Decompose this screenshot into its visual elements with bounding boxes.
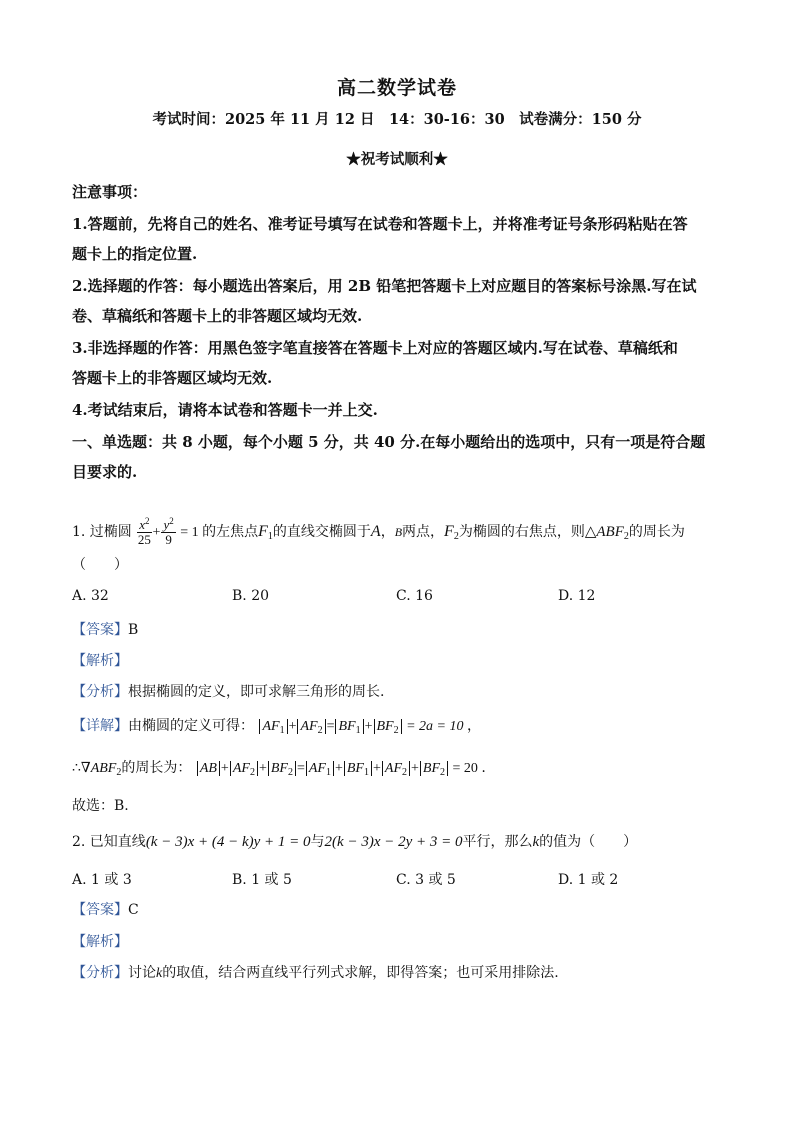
q1-perimeter xyxy=(72,758,486,783)
equals-one: = 1 xyxy=(180,525,199,540)
triangle-subscript: 2 xyxy=(623,531,629,542)
period: . xyxy=(481,760,486,776)
plus-sign: + xyxy=(152,525,161,540)
q2-option-a: A. 1 或 3 xyxy=(72,872,132,888)
triangle-abf2 xyxy=(585,524,629,540)
y-squared: 2 xyxy=(169,516,174,526)
q1-option-c: C. 16 xyxy=(396,588,433,604)
bf2b-sub: 2 xyxy=(287,767,293,778)
perimeter-value: = 20 xyxy=(452,761,478,776)
perimeter-equation xyxy=(196,761,482,776)
xiangjie-tag: 【详解】 xyxy=(72,718,128,734)
perimeter-text: 的周长为： xyxy=(121,760,192,776)
xiangjie-text: 由椭圆的定义可得： xyxy=(128,718,254,734)
ellipse-definition-equation xyxy=(258,719,467,734)
triangle-symbol: △ xyxy=(584,524,597,540)
q2-option-c: C. 3 或 5 xyxy=(396,872,456,888)
bf2-label: BF xyxy=(376,719,394,734)
note-3-line-2: 答题卡上的非答题区域均无效. xyxy=(72,369,273,387)
section-1-heading: 一、单选题：共 8 小题，每个小题 5 分，共 40 分.在每小题给出的选项中，只有一项是符合题 xyxy=(72,433,706,451)
blessing: ★祝考试顺利★ xyxy=(346,151,448,168)
point-b: B xyxy=(394,525,403,539)
bf1-label: BF xyxy=(338,719,356,734)
x-denominator: 25 xyxy=(137,532,151,547)
plus-6: + xyxy=(372,761,381,776)
af2b-sub: 2 xyxy=(249,767,255,778)
q1-text-1: 1. 过椭圆 xyxy=(72,524,132,540)
f-letter: F xyxy=(258,523,268,540)
bf2b-label: BF xyxy=(270,761,288,776)
plus-4: + xyxy=(258,761,267,776)
f1-subscript: 1 xyxy=(267,531,273,542)
note-2-line-2: 卷、草稿纸和答题卡上的非答题区域均无效. xyxy=(72,307,363,325)
k-var: k xyxy=(532,834,540,850)
note-4: 4.考试结束后，请将本试卷和答题卡一并上交. xyxy=(72,401,378,419)
note-1-line-1: 1.答题前，先将自己的姓名、准考证号填写在试卷和答题卡上，并将准考证号条形码粘贴在答 xyxy=(72,215,688,233)
comma: ， xyxy=(467,718,482,734)
q2-answer xyxy=(72,900,139,920)
triangle-label: ABF xyxy=(596,524,624,540)
x-squared: 2 xyxy=(145,516,150,526)
q2-k-var: k xyxy=(156,966,163,981)
q2-text-1: 2. 已知直线 xyxy=(72,834,146,850)
notes-heading: 注意事项： xyxy=(72,183,148,201)
q1-text-3: 的直线交椭圆于 xyxy=(272,524,371,540)
q1-option-a: A. 32 xyxy=(72,588,109,604)
answer-tag: 【答案】 xyxy=(72,622,128,638)
af1c-label: AF xyxy=(308,761,326,776)
q1-conclusion: 故选：B. xyxy=(72,798,129,814)
bf1-sub: 1 xyxy=(355,725,361,736)
plus-2: + xyxy=(364,719,373,734)
exam-info: 考试时间：2025 年 11 月 12 日 14：30-16：30 试卷满分：150 分 xyxy=(152,111,642,128)
q2-analysis-tag: 【解析】 xyxy=(72,934,128,950)
x-var: x xyxy=(139,517,146,532)
note-2-line-1: 2.选择题的作答：每小题选出答案后，用 2B 铅笔把答题卡上对应题目的答案标号涂黑.写在试 xyxy=(72,277,697,295)
line-2-equation: 2(k − 3)x − 2y + 3 = 0 xyxy=(324,834,463,850)
plus-3: + xyxy=(220,761,229,776)
therefore-symbol: ∴ xyxy=(72,760,81,776)
analysis-tag: 【解析】 xyxy=(72,653,128,669)
line-1-equation: (k − 3)x + (4 − k)y + 1 = 0 xyxy=(145,834,311,850)
equals-1: = xyxy=(326,719,335,734)
focus-f1 xyxy=(258,523,273,540)
q1-text-7: 的周长为 xyxy=(628,524,685,540)
q2-text-2: 与 xyxy=(310,834,325,850)
q1-text-4: ， xyxy=(380,524,395,540)
plus-5: + xyxy=(334,761,343,776)
question-1-stem xyxy=(72,514,685,547)
q2-answer-value: C xyxy=(128,902,139,918)
af2c-sub: 2 xyxy=(402,767,407,778)
q1-fenxi xyxy=(72,682,384,702)
af1c-sub: 1 xyxy=(325,767,331,778)
f2-subscript: 2 xyxy=(453,531,459,542)
q2-fenxi-text-2: 的取值，结合两直线平行列式求解，即得答案；也可采用排除法. xyxy=(162,965,559,981)
focus-f2 xyxy=(444,523,459,540)
abf-label: ABF xyxy=(90,761,117,776)
fenxi-text: 根据椭圆的定义，即可求解三角形的周长. xyxy=(128,684,385,700)
q2-text-3: 平行，那么 xyxy=(462,834,533,850)
equals-2: = xyxy=(296,761,305,776)
note-1-line-2: 题卡上的指定位置. xyxy=(72,245,198,263)
q2-text-4: 的值为（ ） xyxy=(539,834,638,850)
two-a-value: = 2a = 10 xyxy=(406,719,464,734)
question-2-stem xyxy=(72,832,637,852)
q1-xiangjie xyxy=(72,716,481,741)
q2-option-b: B. 1 或 5 xyxy=(232,872,292,888)
q1-answer xyxy=(72,620,138,640)
note-3-line-1: 3.非选择题的作答：用黑色签字笔直接答在答题卡上对应的答题区域内.写在试卷、草稿纸和 xyxy=(72,339,678,357)
q1-option-b: B. 20 xyxy=(232,588,270,604)
q2-fenxi xyxy=(72,963,559,984)
af2-label: AF xyxy=(300,719,318,734)
triangle-label-2 xyxy=(81,761,121,776)
plus-7: + xyxy=(411,761,419,776)
answer-value: B xyxy=(128,622,139,638)
ab-abs: AB xyxy=(197,761,220,776)
q2-fenxi-tag: 【分析】 xyxy=(72,965,128,981)
y-denominator: 9 xyxy=(165,532,172,547)
bf2c-label: BF xyxy=(422,761,441,776)
af-label: AF xyxy=(262,719,280,734)
q1-text-2: 的左焦点 xyxy=(202,524,259,540)
q2-analysis-heading xyxy=(72,932,128,952)
af2b-label: AF xyxy=(232,761,250,776)
bf2c-sub: 2 xyxy=(440,767,446,778)
f2-letter: F xyxy=(444,523,454,540)
af1-sub: 1 xyxy=(279,725,285,736)
q1-option-d: D. 12 xyxy=(558,588,596,604)
q1-answer-paren: （ ） xyxy=(72,557,128,573)
page-title: 高二数学试卷 xyxy=(336,77,457,99)
q1-text-5: 两点， xyxy=(402,524,445,540)
q1-text-6: 为椭圆的右焦点，则 xyxy=(458,524,585,540)
nabla-symbol: ∇ xyxy=(80,761,91,776)
af2c-label: AF xyxy=(384,761,402,776)
fenxi-tag: 【分析】 xyxy=(72,684,128,700)
section-1-heading-cont: 目要求的. xyxy=(72,463,138,481)
af2-sub: 2 xyxy=(317,725,323,736)
ellipse-equation xyxy=(136,516,202,547)
q2-option-d: D. 1 或 2 xyxy=(558,872,619,888)
abf2-sub: 2 xyxy=(116,767,122,778)
q1-analysis-heading xyxy=(72,651,128,671)
y-var: y xyxy=(163,517,170,532)
q2-fenxi-text-1: 讨论 xyxy=(128,965,156,981)
plus-1: + xyxy=(288,719,297,734)
bf1c-sub: 1 xyxy=(363,767,369,778)
point-a: A xyxy=(370,523,381,540)
bf1c-label: BF xyxy=(346,761,364,776)
q2-answer-tag: 【答案】 xyxy=(72,902,128,918)
bf2-sub: 2 xyxy=(393,725,399,736)
